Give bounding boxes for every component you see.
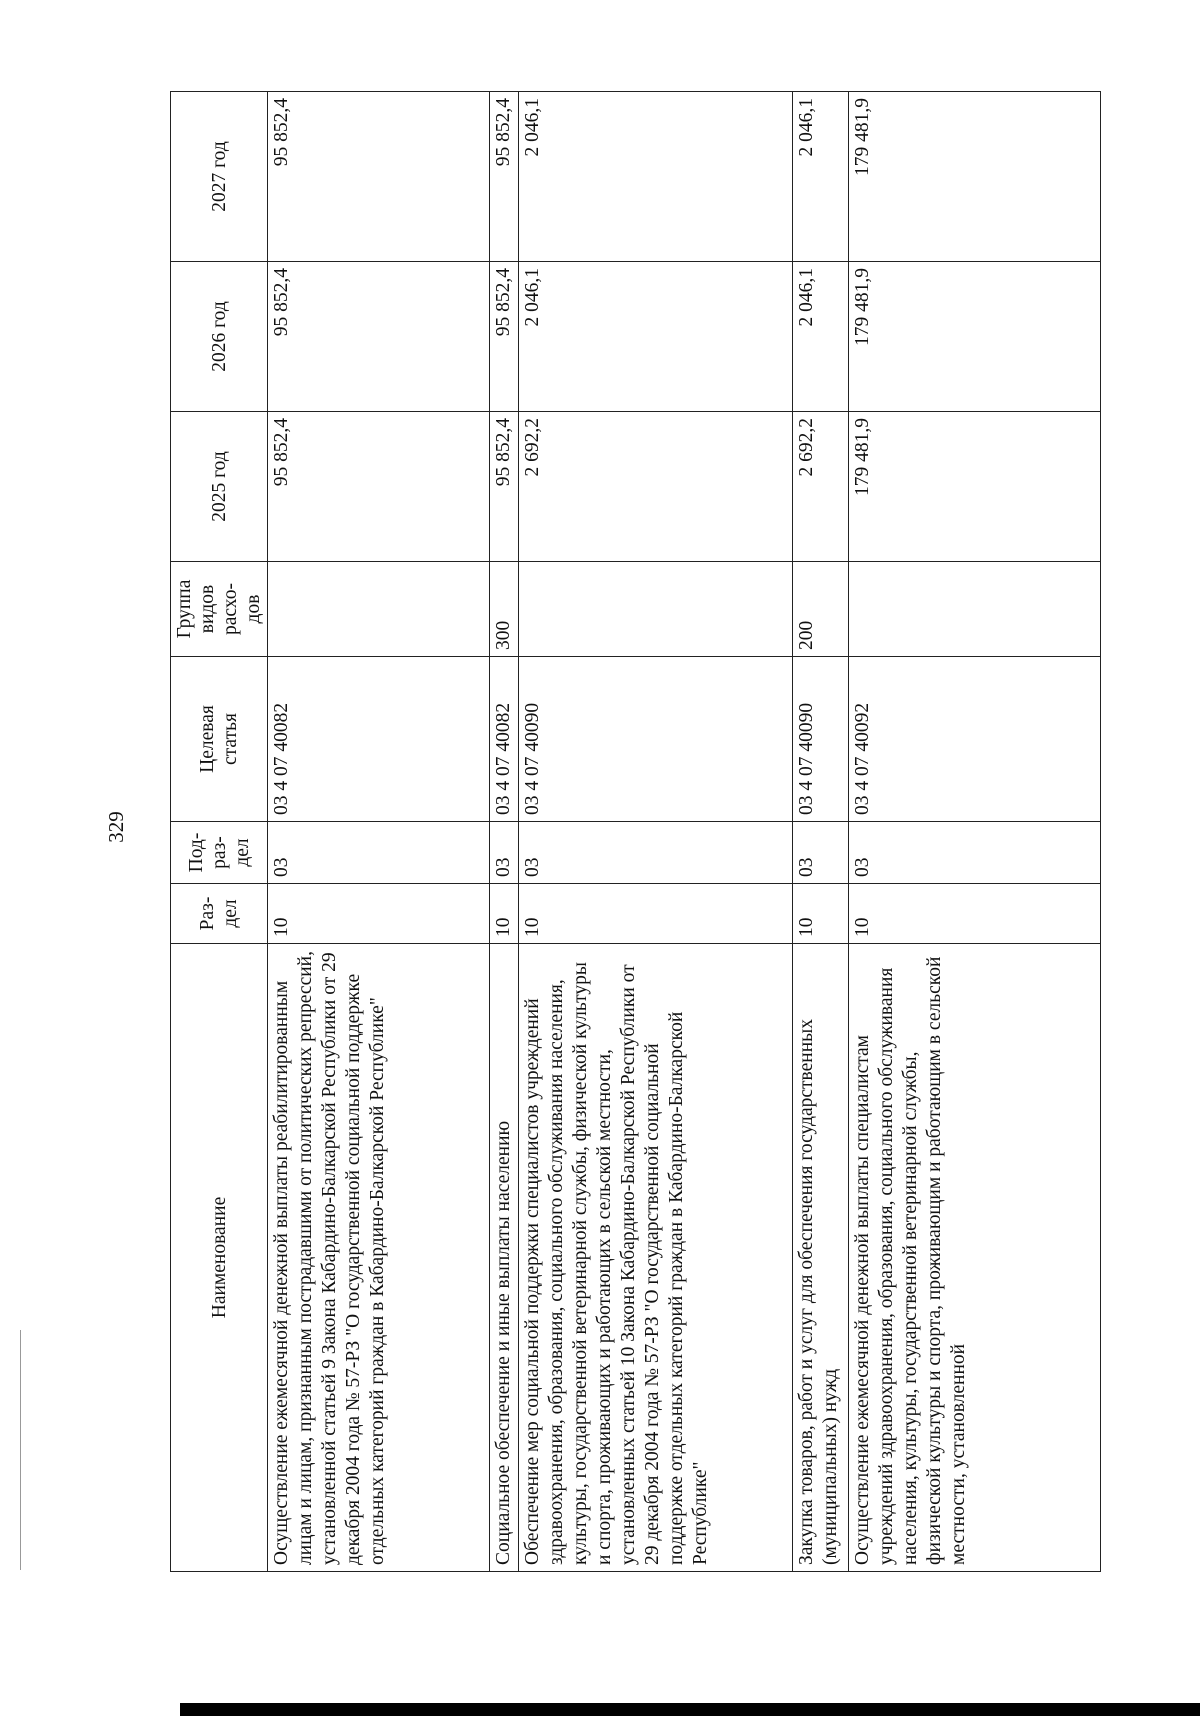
table-row [519,92,793,1572]
row-article: 03 4 07 40090 [519,657,793,822]
header-2027: 2027 год [171,92,268,262]
row-razdel: 10 [490,884,519,944]
row-group [268,562,490,657]
row-2026: 2 046,1 [519,262,793,412]
header-podrazdel: Под- раз- дел [171,822,268,884]
header-article: Целевая статья [171,657,268,822]
row-group: 200 [793,562,849,657]
row-2026: 2 046,1 [793,262,849,412]
row-podrazdel: 03 [268,822,490,884]
header-razdel: Раз- дел [171,884,268,944]
table-row [268,92,490,1572]
row-group: 300 [490,562,519,657]
row-2026: 179 481,9 [849,262,1101,412]
row-2027: 95 852,4 [268,92,490,262]
scan-bottom-edge [180,1703,1200,1716]
row-podrazdel: 03 [849,822,1101,884]
row-razdel: 10 [268,884,490,944]
row-2027: 2 046,1 [793,92,849,262]
row-name: Социальное обеспечение и иные выплаты населению [490,944,519,1572]
header-group: Группа видов расхо- дов [171,562,268,657]
row-2025: 2 692,2 [519,412,793,562]
row-podrazdel: 03 [519,822,793,884]
row-podrazdel: 03 [490,822,519,884]
page-number: 329 [104,811,128,843]
row-razdel: 10 [849,884,1101,944]
rotated-table-container [170,92,1090,1572]
header-name: Наименование [171,944,268,1572]
row-name: Осуществление ежемесячной денежной выплаты специалистам учреждений здравоохранения, образования, социального обслуживания населения, культуры, государственной ветеринарной службы, физической культуры и спорта, проживающим и работающим в сельской местности, установленной [849,944,1101,1572]
row-2025: 2 692,2 [793,412,849,562]
row-2027: 2 046,1 [519,92,793,262]
row-2027: 95 852,4 [490,92,519,262]
table-header-row [171,92,268,1572]
table-row [793,92,849,1572]
row-2026: 95 852,4 [268,262,490,412]
scan-margin-line [20,1330,21,1570]
row-2026: 95 852,4 [490,262,519,412]
table-row [490,92,519,1572]
row-2027: 179 481,9 [849,92,1101,262]
row-name: Обеспечение мер социальной поддержки специалистов учреждений здравоохранения, образования, социального обслуживания населения, культуры, государственной ветеринарной службы, физической культуры и спорта, проживающих и работающих в сельской местности, установленных статьей 10 Закона Кабардино-Балкарской Республики от 29 декабря 2004 года № 57-РЗ "О государственной социальной поддержке отдельных категорий граждан в Кабардино-Балкарской Республике" [519,944,793,1572]
row-name: Закупка товаров, работ и услуг для обеспечения государственных (муниципальных) нужд [793,944,849,1572]
row-article: 03 4 07 40092 [849,657,1101,822]
row-article: 03 4 07 40082 [268,657,490,822]
table-row [849,92,1101,1572]
budget-table [170,91,1101,1572]
row-group [519,562,793,657]
row-name: Осуществление ежемесячной денежной выплаты реабилитированным лицам и лицам, признанным пострадавшими от политических репрессий, установленной статьей 9 Закона Кабардино-Балкарской Республики от 29 декабря 2004 года № 57-РЗ "О государственной социальной поддержке отдельных категорий граждан в Кабардино-Балкарской Республике" [268,944,490,1572]
row-article: 03 4 07 40090 [793,657,849,822]
row-podrazdel: 03 [793,822,849,884]
header-2026: 2026 год [171,262,268,412]
row-2025: 95 852,4 [268,412,490,562]
row-2025: 179 481,9 [849,412,1101,562]
row-razdel: 10 [793,884,849,944]
row-2025: 95 852,4 [490,412,519,562]
row-razdel: 10 [519,884,793,944]
row-article: 03 4 07 40082 [490,657,519,822]
header-2025: 2025 год [171,412,268,562]
row-group [849,562,1101,657]
